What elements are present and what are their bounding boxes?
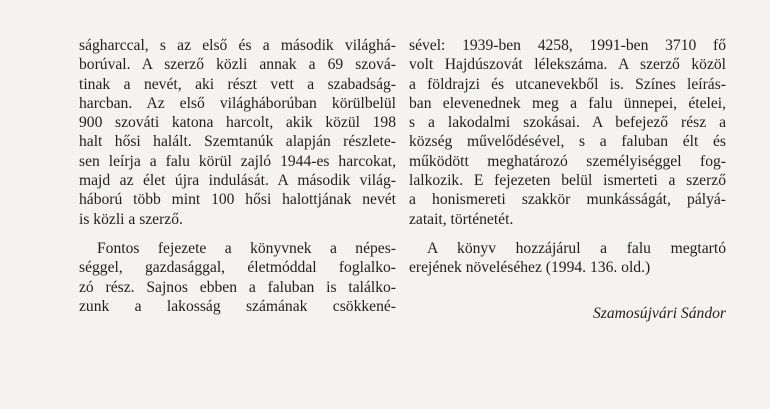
- text-line: község művelődésével, s a faluban élt és: [409, 133, 726, 151]
- left-column: [79, 36, 396, 316]
- paragraph-gap: [79, 229, 396, 239]
- text-line: háború több mint 100 hősi halottjának nevét: [79, 191, 396, 209]
- text-line: 900 szováti katona harcolt, akik közül 198: [79, 114, 396, 132]
- text-line: borúval. A szerző közli annak a 69 szová-: [79, 56, 396, 74]
- text-line: séggel, gazdasággal, életmóddal foglalko-: [79, 259, 396, 277]
- left-paragraph-1: [79, 36, 396, 229]
- text-line: zunk a lakosság számának csökkené-: [79, 297, 396, 315]
- left-paragraph-2: [79, 239, 396, 316]
- text-line: sével: 1939-ben 4258, 1991-ben 3710 fő: [409, 37, 726, 54]
- text-line: működött meghatározó személyiséggel fog-: [409, 152, 726, 170]
- text-line: A könyv hozzájárul a falu megtartó: [427, 239, 726, 257]
- text-line: sen leírja a falu körül zajló 1944-es harcokat,: [79, 152, 396, 170]
- text-line: harcban. Az első világháborúban körülbelül: [79, 94, 396, 112]
- text-line: a honismereti szakkör munkásságát, pályá-: [409, 191, 726, 209]
- text-line: majd az élet újra indulását. A második világ-: [79, 172, 396, 190]
- author-signature: Szamosújvári Sándor: [593, 305, 726, 322]
- paragraph-gap: [409, 229, 726, 239]
- right-paragraph-1: [409, 36, 726, 229]
- text-line: zó rész. Sajnos ebben a faluban is találko-: [79, 278, 396, 296]
- right-paragraph-2: [409, 239, 726, 278]
- text-line: erejének növeléséhez (1994. 136. old.): [409, 259, 651, 277]
- text-line: ban elevenednek meg a falu ünnepei, ételei,: [409, 94, 726, 112]
- text-line: halt hősi halált. Szemtanúk alapján részlete-: [79, 133, 396, 151]
- text-line: Fontos fejezete a könyvnek a népes-: [97, 239, 396, 257]
- text-line: s a lakodalmi szokásai. A befejező rész a: [409, 114, 726, 132]
- text-line: lalkozik. E fejezeten belül ismerteti a szerző: [409, 172, 726, 190]
- text-line: tinak a nevét, aki részt vett a szabadság-: [79, 75, 396, 93]
- text-line: zatait, történetét.: [409, 210, 514, 228]
- text-line: is közli a szerző.: [79, 210, 183, 228]
- right-column: [409, 36, 726, 278]
- text-line: ságharccal, s az első és a második világhá-: [79, 37, 396, 54]
- text-line: a földrajzi és utcanevekből is. Színes leírás-: [409, 75, 726, 93]
- text-line: volt Hajdúszovát lélekszáma. A szerző közöl: [409, 56, 726, 74]
